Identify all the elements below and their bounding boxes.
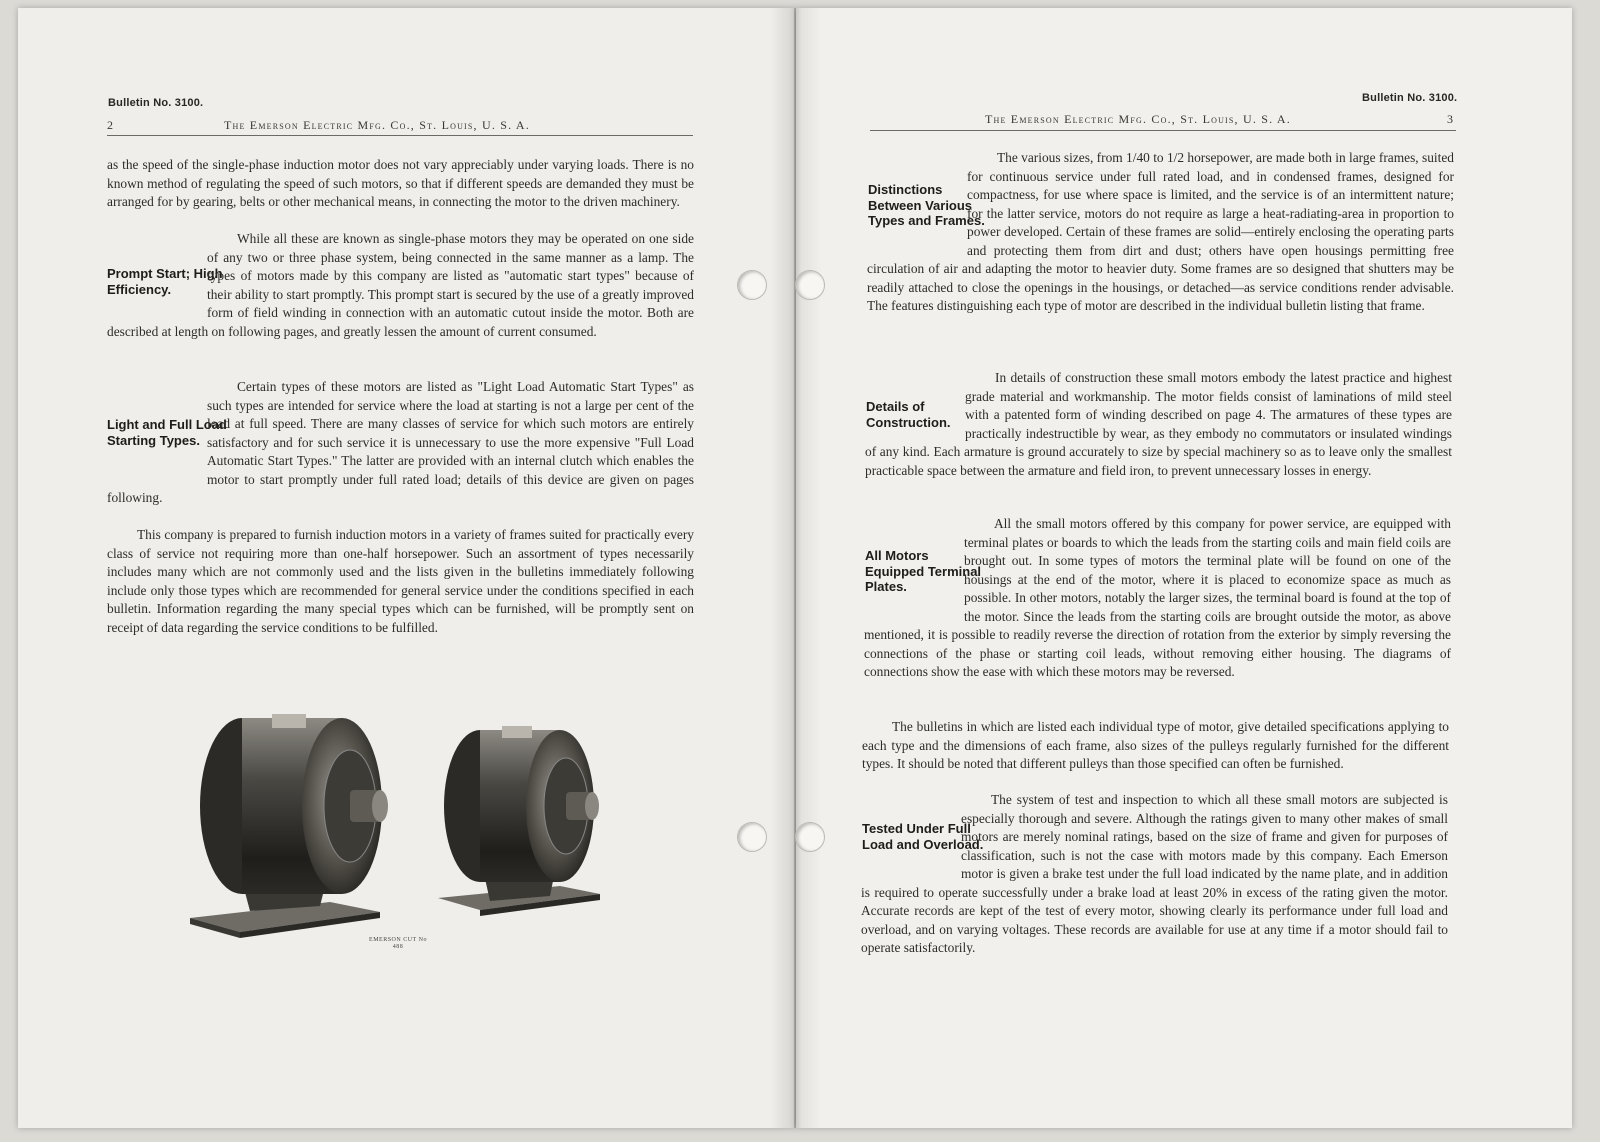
motor-right — [438, 726, 600, 916]
paragraph-right-1: The various sizes, from 1/40 to 1/2 horsepower, are made both in large frames, suited for continuous service under full rated load, and in condensed frames, designed for compactness, for use where space is limited, and the service is of an intermittent nature; for the latter service, motors do not require as large a heat-radiating-area in proportion to power developed. Certain of these frames are solid—entirely enclosing the operating parts and protecting them from dirt and dust; others have open housings permitting free circulation of air and adapting the motor to heavier duty. Some frames are so designed that shutters may be readily attached to close the openings in the housings, or detached—as service conditions render advisable. The features distinguishing each type of motor are described in the individual bulletin listing that frame. — [867, 150, 1454, 313]
binder-hole — [795, 822, 825, 852]
running-head-left: The Emerson Electric Mfg. Co., St. Louis, U. S. A. — [224, 118, 530, 132]
bulletin-number-left: Bulletin No. 3100. — [108, 97, 204, 109]
binder-hole — [737, 270, 767, 300]
page-number-right: 3 — [1447, 112, 1453, 126]
paragraph-right-4: The bulletins in which are listed each individual type of motor, give detailed specifications applying to each type and the dimensions of each frame, also sizes of the pulleys regularly furnished for the different types. It should be noted that different pulleys than those specified can often be furnished. — [862, 719, 1449, 771]
paragraph-right-2: In details of construction these small motors embody the latest practice and highest grade material and workmanship. The motor fields consist of laminations of mild steel with a patented form of winding described on page 4. The armatures of these types are practically indestructible by wear, as they embody no commutators or insulated windings of any kind. Each armature is ground accurately to size by special machinery so as to leave only the smallest practicable space between the armature and field iron, to prevent unnecessary losses in energy. — [865, 370, 1452, 478]
side-heading-tested-under-full-load: Tested Under Full Load and Overload. — [862, 821, 984, 852]
header-rule-left — [107, 135, 693, 136]
side-heading-light-and-full-load: Light and Full Load Starting Types. — [107, 417, 227, 448]
motor-left — [190, 714, 388, 938]
paragraph-left-1: as the speed of the single-phase induction motor does not vary appreciably under varying loads. There is no known method of regulating the speed of such motors, so that if different speeds are demanded they must be arranged for by gearing, belts or other mechanical means, in connecting the motor to the driven machinery. — [107, 157, 694, 209]
binder-hole — [795, 270, 825, 300]
paragraph-left-3: Certain types of these motors are listed as "Light Load Automatic Start Types" as such types are intended for service where the load at starting is not a large per cent of the load at full speed. There are many classes of service for which such motors are entirely satisfactory and for such service it is unnecessary to use the more expensive "Full Load Automatic Start Types." The latter are provided with an internal clutch which enables the motor to start promptly under full rated load; details of this device are given on pages following. — [107, 379, 694, 505]
paragraph-left-2: While all these are known as single-phase motors they may be operated on one side of any two or three phase system, being connected in the same manner as a lamp. The types of motors made by this company are listed as "automatic start types" because of their ability to start promptly. This prompt start is secured by the use of a greatly improved form of field winding in connection with an automatic cutout inside the motor. Both are described at length on following pages, and greatly lessen the amount of current consumed. — [107, 231, 694, 339]
running-head-right: The Emerson Electric Mfg. Co., St. Louis, U. S. A. — [985, 112, 1291, 126]
binder-hole — [737, 822, 767, 852]
page-number-left: 2 — [107, 118, 113, 132]
figure-caption: EMERSON CUT No 488 — [369, 937, 427, 950]
side-heading-all-motors-equipped: All Motors Equipped Terminal Plates. — [865, 548, 982, 594]
paragraph-left-4: This company is prepared to furnish induction motors in a variety of frames suited for practically every class of service not requiring more than one-half horsepower. Such an assortment of types necessarily includes many which are not commonly used and the lists given in the bulletins immediately following include only those types which are recommended for general service under the conditions specified in each bulletin. Information regarding the many special types which can be furnished, will be promptly sent on receipt of data regarding the service conditions to be fulfilled. — [107, 527, 694, 635]
bulletin-number-right: Bulletin No. 3100. — [1362, 92, 1458, 104]
side-heading-distinctions: Distinctions Between Various Types and Frames. — [868, 182, 985, 228]
header-rule-right — [870, 130, 1456, 131]
motor-illustration — [180, 706, 640, 956]
paragraph-right-3: All the small motors offered by this company for power service, are equipped with terminal plates or boards to which the leads from the starting coils and main field coils are brought out. In some types of motors the terminal plate will be found on one of the housings at the end of the motor, where it is placed to economize space as much as possible. In other motors, notably the larger sizes, the terminal board is found at the top of the motor. Since the leads from the starting coils are brought outside the motor, as above mentioned, it is possible to readily reverse the direction of rotation from the exterior by simply reversing the connections of the phase or starting coil leads, without removing either housing. The diagrams of connections show the ease with which these motors may be reversed. — [864, 516, 1451, 679]
side-heading-prompt-start: Prompt Start; High Efficiency. — [107, 266, 223, 297]
side-heading-details-of-construction: Details of Construction. — [866, 399, 951, 430]
paragraph-right-5: The system of test and inspection to which all these small motors are subjected is especially thorough and severe. Although the ratings given to many other makes of small motors are merely nominal ratings, based on the size of frame and given for purposes of classification, such is not the case with motors made by this company. Each Emerson motor is given a brake test under the full load indicated by the name plate, and in addition is required to operate successfully under a brake load at least 20% in excess of the rating given the motor. Accurate records are kept of the test of every motor, showing clearly its performance under full load and overload, and on varying voltages. These records are available for use at any time if a motor should fail to operate satisfactorily. — [861, 792, 1448, 955]
